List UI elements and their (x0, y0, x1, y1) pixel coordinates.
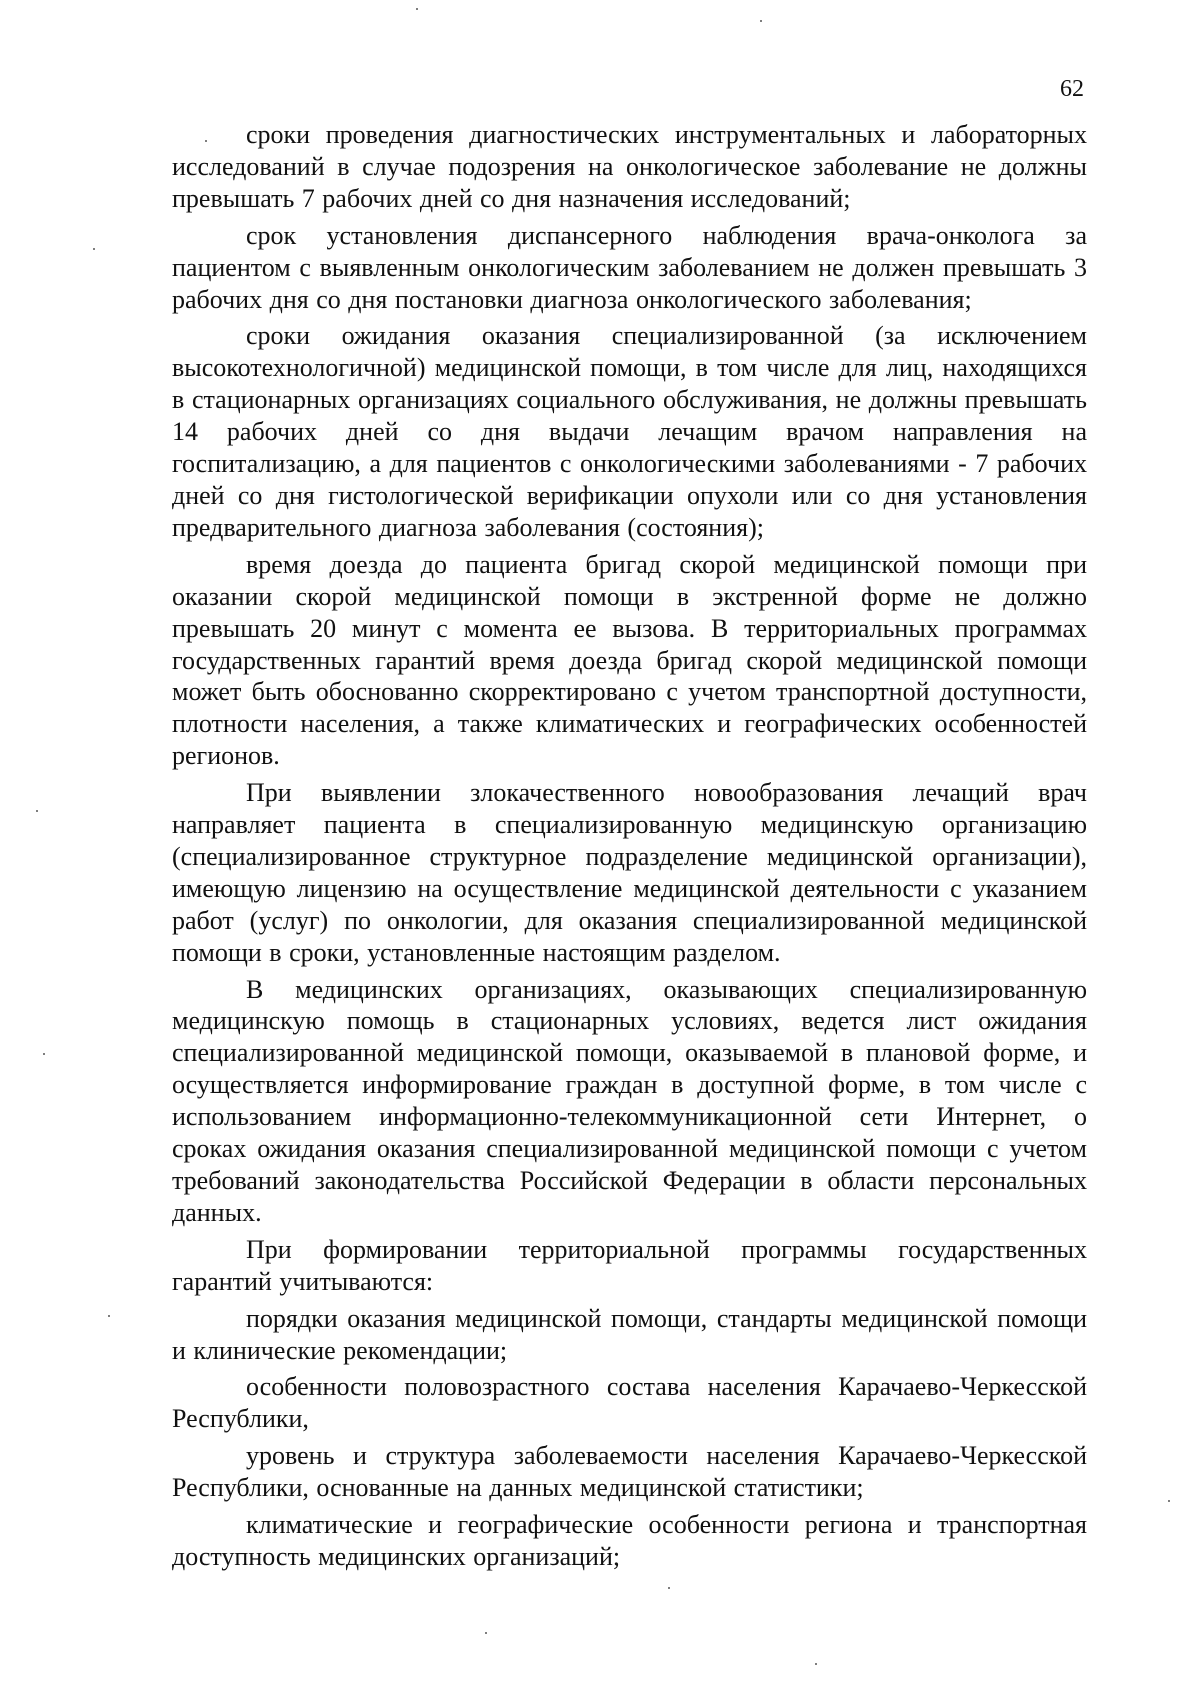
scan-speck (416, 8, 418, 10)
paragraph-dispensary-observation: срок установления диспансерного наблюдения врача-онколога за пациентом с выявленным онкологическим заболеванием не должен превышать 3 рабочих дня со дня постановки диагноза онкологического заболевания; (172, 220, 1087, 314)
paragraph-waiting-list: В медицинских организациях, оказывающих специализированную медицинскую помощь в стационарных условиях, ведется лист ожидания специализированной медицинской помощи, оказываемой в плановой форме, и осуществляется информирование граждан в доступной форме, в том числе с использованием информационно-телекоммуникационной сети Интернет, о сроках ожидания оказания специализированной медицинской помощи с учетом требований законодательства Российской Федерации в области персональных данных. (172, 974, 1087, 1227)
scan-speck (36, 810, 38, 812)
paragraph-program-factors: При формировании территориальной программы государственных гарантий учитываются: (172, 1234, 1087, 1296)
scan-speck (815, 1663, 817, 1665)
page-number: 62 (1060, 76, 1084, 102)
scan-speck (760, 20, 762, 22)
document-body (172, 119, 1087, 1578)
scan-speck (1168, 1500, 1170, 1502)
scan-speck (485, 1632, 487, 1634)
paragraph-malignant-referral: При выявлении злокачественного новообразования лечащий врач направляет пациента в специализированную медицинскую организацию (специализированное структурное подразделение медицинской организации), имеющую лицензию на осуществление медицинской деятельности с указанием работ (услуг) по онкологии, для оказания специализированной медицинской помощи в сроки, установленные настоящим разделом. (172, 778, 1087, 967)
scan-speck (108, 1315, 110, 1317)
paragraph-ambulance-arrival: время доезда до пациента бригад скорой медицинской помощи при оказании скорой медицинской помощи в экстренной форме не должно превышать 20 минут с момента ее вызова. В территориальных программах государственных гарантий время доезда бригад скорой медицинской помощи может быть обоснованно скорректировано с учетом транспортной доступности, плотности населения, а также климатических и географических особенностей регионов. (172, 549, 1087, 771)
scan-speck (668, 1587, 670, 1589)
scan-speck (205, 140, 207, 142)
scan-speck (43, 1053, 45, 1055)
scan-speck (93, 248, 95, 250)
list-item-care-procedures: порядки оказания медицинской помощи, стандарты медицинской помощи и клинические рекомендации; (172, 1303, 1087, 1365)
list-item-population-structure: особенности половозрастного состава населения Карачаево-Черкесской Республики, (172, 1372, 1087, 1434)
paragraph-diagnostic-terms: сроки проведения диагностических инструментальных и лабораторных исследований в случае подозрения на онкологическое заболевание не должны превышать 7 рабочих дней со дня назначения исследований; (172, 120, 1087, 213)
paragraph-specialized-care-wait: сроки ожидания оказания специализированной (за исключением высокотехнологичной) медицинской помощи, в том числе для лиц, находящихся в стационарных организациях социального обслуживания, не должны превышать 14 рабочих дней со дня выдачи лечащим врачом направления на госпитализацию, а для пациентов с онкологическими заболеваниями - 7 рабочих дней со дня гистологической верификации опухоли или со дня установления предварительного диагноза заболевания (состояния); (172, 321, 1087, 542)
list-item-morbidity: уровень и структура заболеваемости населения Карачаево-Черкесской Республики, основанные на данных медицинской статистики; (172, 1441, 1087, 1503)
list-item-climate-transport: климатические и географические особенности региона и транспортная доступность медицинских организаций; (172, 1510, 1087, 1571)
